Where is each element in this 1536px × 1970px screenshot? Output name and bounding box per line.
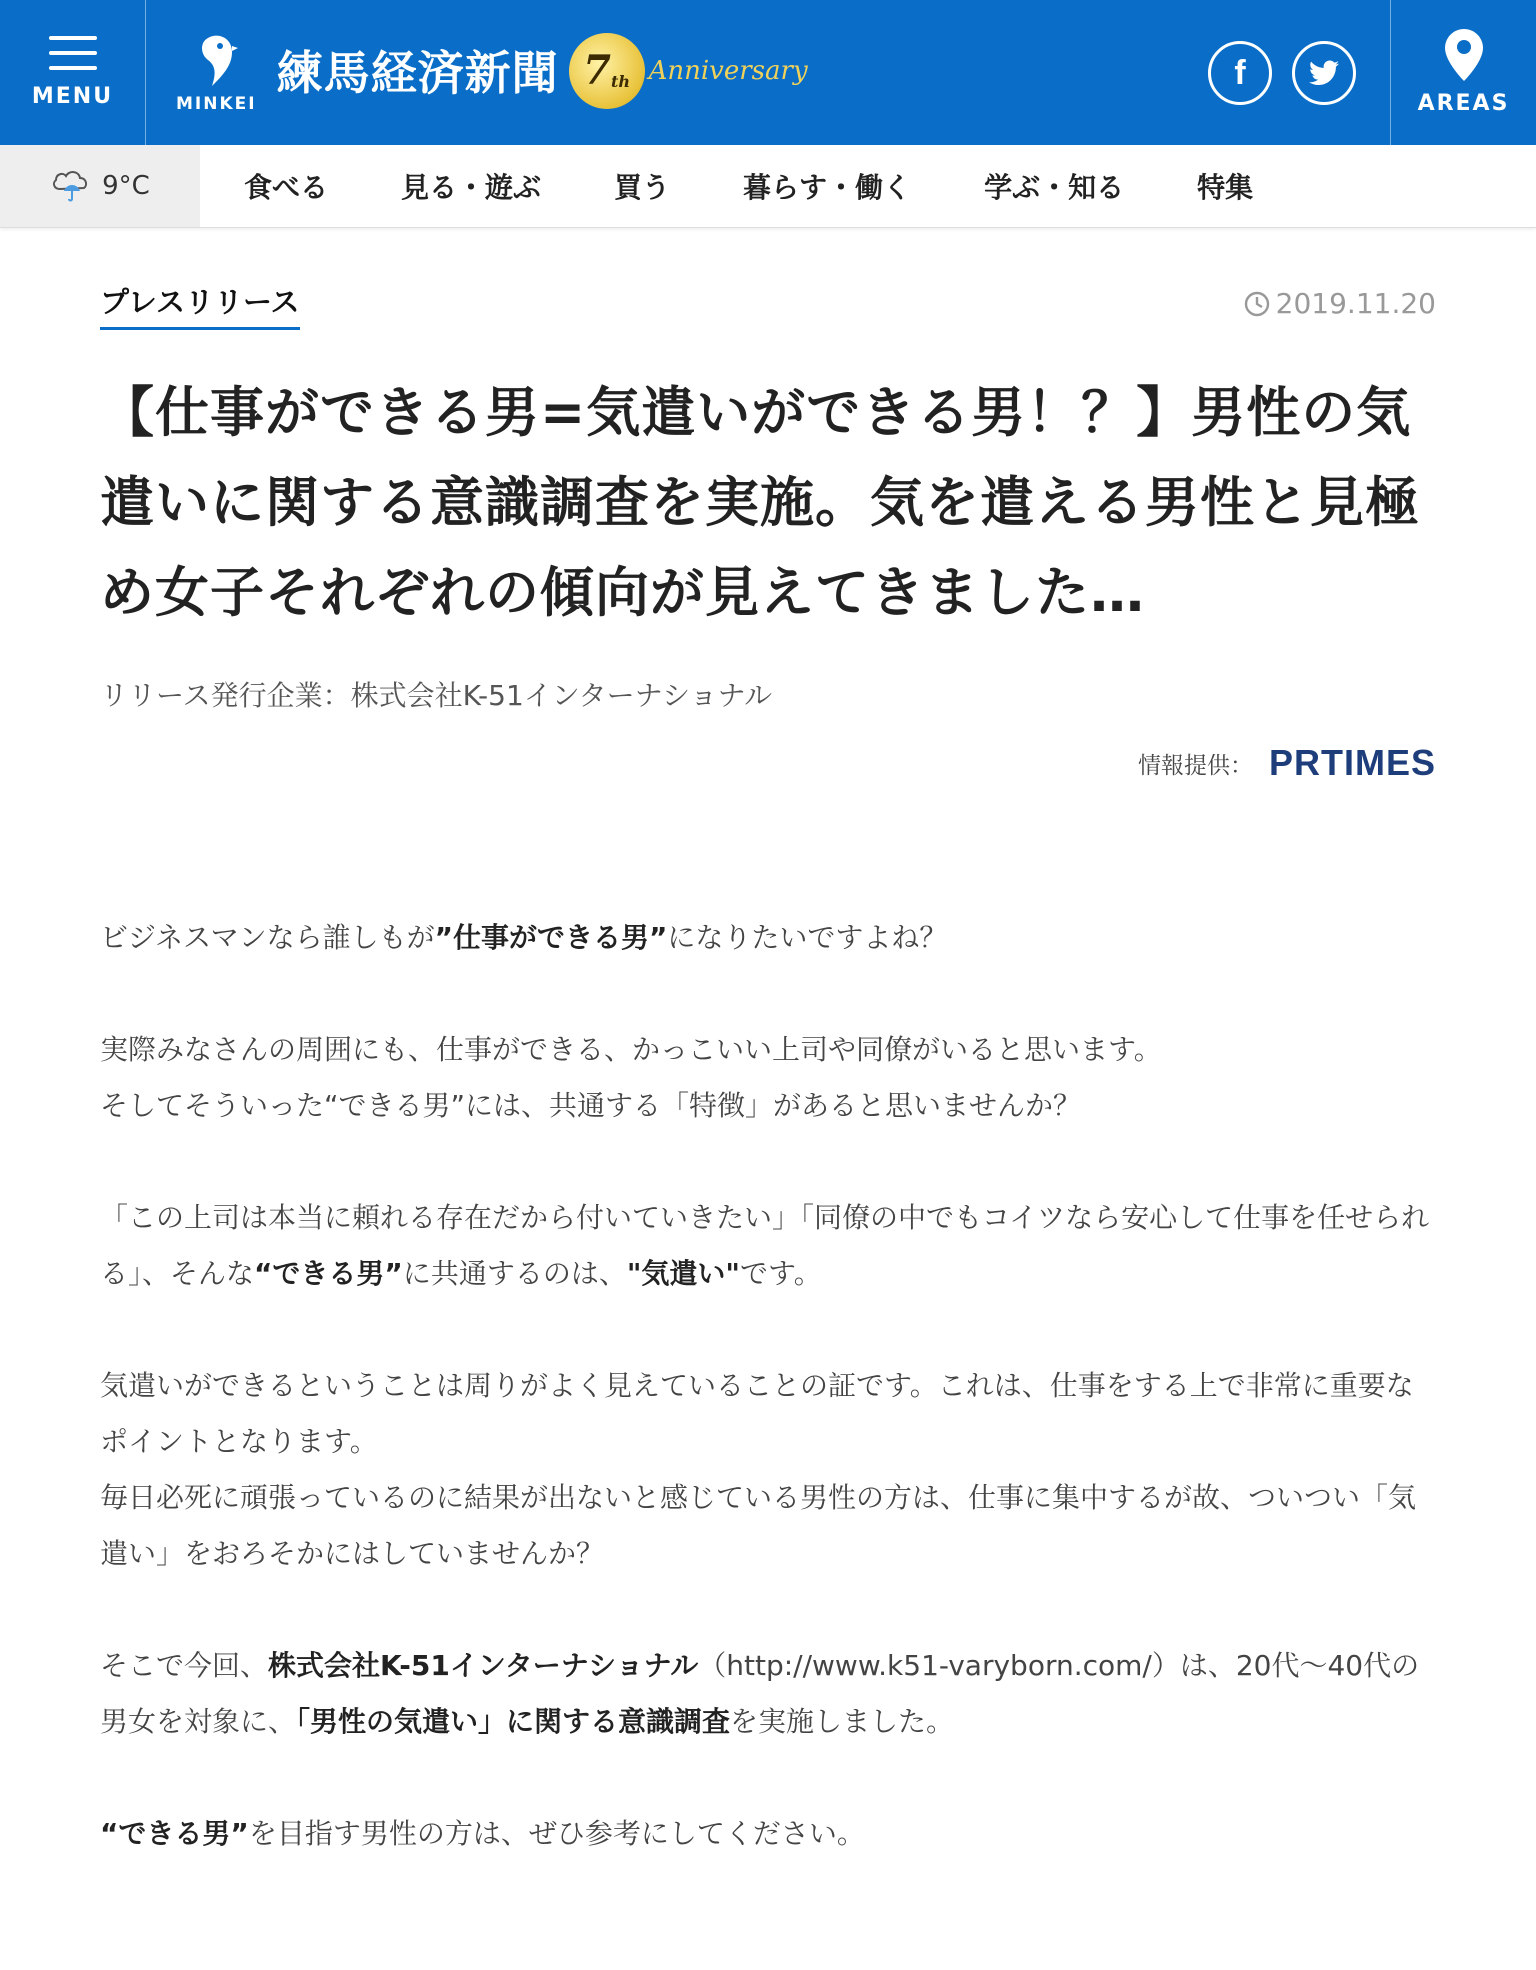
paragraph-4: 気遣いができるということは周りがよく見えていることの証です。これは、仕事をする上で非常に重要なポイントとなります。 毎日必死に頑張っているのに結果が出ないと感じている男性の方は、仕事に集中するが故、ついつい「気遣い」をおろそかにはしていませんか？ xyxy=(100,1369,1417,1570)
twitter-button[interactable] xyxy=(1292,41,1356,105)
twitter-icon xyxy=(1309,60,1339,86)
category-label[interactable]: プレスリリース xyxy=(100,280,300,330)
paragraph-5: そこで今回、株式会社K-51インターナショナル（http://www.k51-varyborn.com/）は、20代〜40代の男女を対象に、「男性の気遣い」に関する意識調査を実施しました。 xyxy=(100,1649,1420,1738)
category-nav xyxy=(0,145,1536,228)
publish-date xyxy=(1244,287,1436,320)
hamburger-icon xyxy=(49,36,97,70)
menu-label: MENU xyxy=(31,84,114,109)
site-logo[interactable] xyxy=(146,0,1188,145)
article xyxy=(0,280,1536,1862)
site-header xyxy=(0,0,1536,145)
provider-label: 情報提供： xyxy=(1137,752,1253,779)
areas-label: AREAS xyxy=(1417,91,1510,116)
paragraph-3: 「この上司は本当に頼れる存在だから付いていきたい」「同僚の中でもコイツなら安心して仕事を任せられる」、そんな“できる男”に共通するのは、"気遣い"です。 xyxy=(100,1201,1430,1290)
prtimes-logo[interactable]: PRTIMES xyxy=(1268,742,1436,783)
date-text: 2019.11.20 xyxy=(1275,287,1436,320)
nav-item-learn[interactable]: 学ぶ・知る xyxy=(984,171,1125,204)
nav-item-live-work[interactable]: 暮らす・働く xyxy=(743,171,912,204)
social-links xyxy=(1188,0,1356,145)
article-body xyxy=(100,910,1436,1862)
nav-item-see-play[interactable]: 見る・遊ぶ xyxy=(401,171,542,204)
facebook-icon: f xyxy=(1234,53,1246,92)
weather-temperature: 9°C xyxy=(102,171,150,201)
weather-icon xyxy=(50,169,92,203)
menu-button[interactable] xyxy=(0,0,146,145)
paragraph-2: 実際みなさんの周囲にも、仕事ができる、かっこいい上司や同僚がいると思います。 そしてそういった“できる男”には、共通する「特徴」があると思いませんか？ xyxy=(100,1033,1162,1122)
info-provider xyxy=(100,742,1436,784)
site-title: 練馬経済新聞 xyxy=(276,45,559,100)
clock-icon xyxy=(1244,291,1270,317)
nav-item-eat[interactable]: 食べる xyxy=(244,171,329,204)
anniversary-number: 7 xyxy=(583,47,611,94)
anniversary-text: Anniversary xyxy=(648,55,808,86)
nav-item-shop[interactable]: 買う xyxy=(614,171,671,204)
minkei-bird-logo xyxy=(194,32,238,88)
anniversary-badge xyxy=(569,33,808,109)
anniversary-suffix: th xyxy=(611,72,631,91)
areas-button[interactable] xyxy=(1390,0,1536,145)
anniversary-circle xyxy=(569,33,645,109)
weather-widget[interactable] xyxy=(0,145,200,227)
facebook-button[interactable] xyxy=(1208,41,1272,105)
article-meta xyxy=(100,280,1436,330)
paragraph-6: “できる男”を目指す男性の方は、ぜひ参考にしてください。 xyxy=(100,1817,865,1850)
minkei-logo xyxy=(176,32,257,114)
location-pin-icon xyxy=(1445,29,1483,81)
release-company: リリース発行企業：株式会社K-51インターナショナル xyxy=(100,679,773,712)
article-title: 【仕事ができる男=気遣いができる男！？】男性の気遣いに関する意識調査を実施。気を遣える男性と見極め女子それぞれの傾向が見えてきました… xyxy=(100,381,1420,624)
nav-item-feature[interactable]: 特集 xyxy=(1197,171,1254,204)
brand-sub-label: MINKEI xyxy=(176,93,257,114)
paragraph-1: ビジネスマンなら誰しもが”仕事ができる男”になりたいですよね？ xyxy=(100,921,948,954)
nav-items xyxy=(200,166,1326,206)
